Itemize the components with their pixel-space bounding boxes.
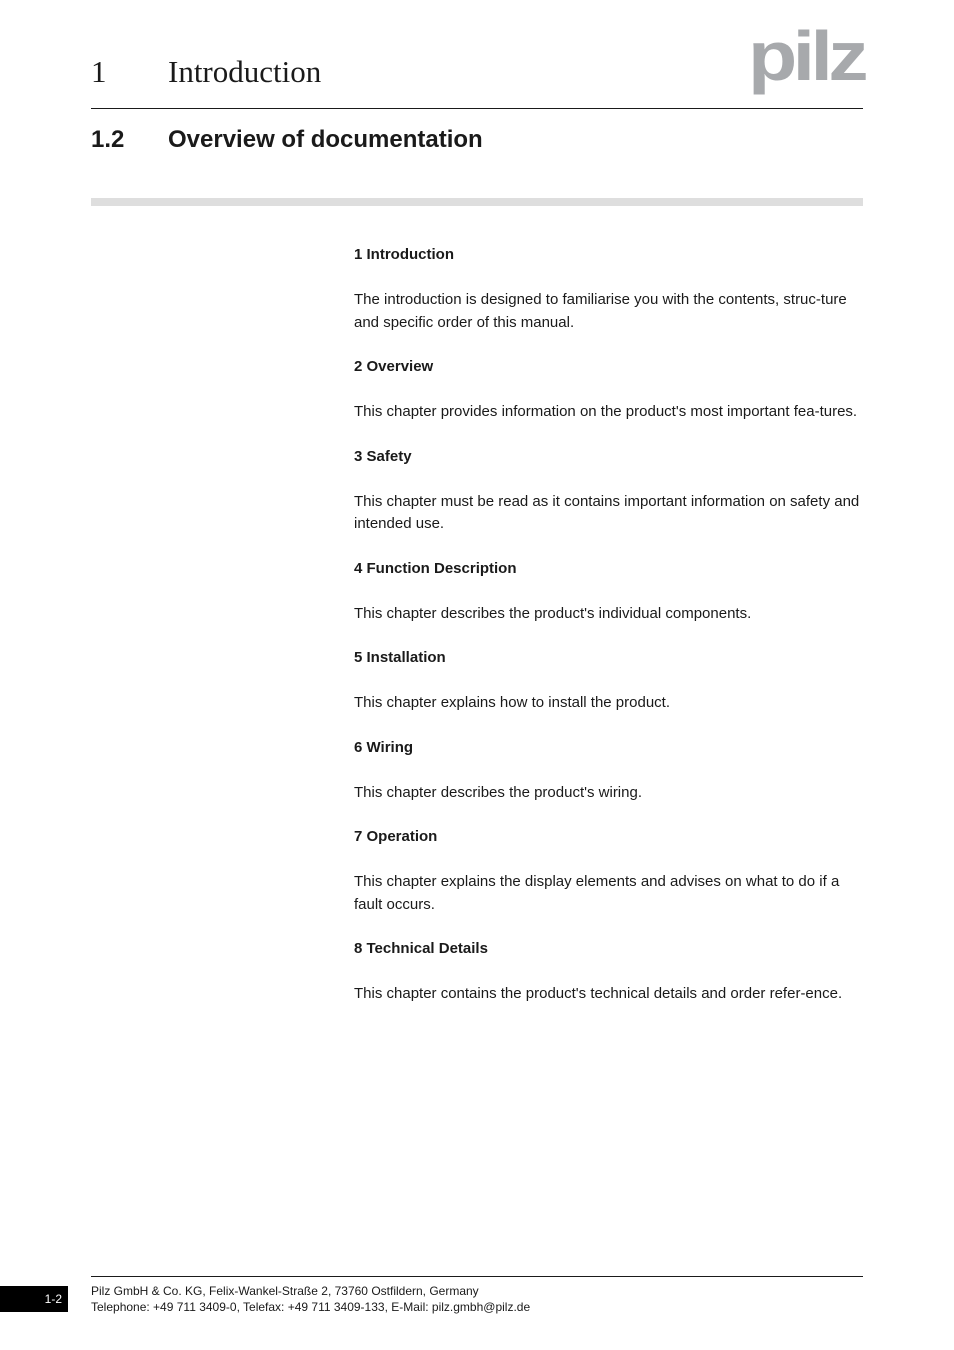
footer-address: Pilz GmbH & Co. KG, Felix-Wankel-Straße 2, 73760 Ostfildern, Germany [91,1284,479,1298]
section-title: Overview of documentation [168,126,483,153]
section-number: 1.2 [91,126,125,153]
chapter-description: This chapter explains the display elements and advises on what to do if a fault occurs. [354,873,840,913]
chapter-entry [354,737,866,805]
chapter-heading: 3 Safety [354,447,412,465]
chapter-heading: 1 Introduction [354,246,454,263]
header-rule [91,108,863,109]
footer-contact: Telephone: +49 711 3409-0, Telefax: +49 711 3409-133, E-Mail: pilz.gmbh@pilz.de [91,1300,531,1314]
page-number-badge: 1-2 [0,1286,68,1312]
chapter-heading: 4 Function Description [354,559,517,577]
chapter-entry [354,938,866,1006]
chapter-description: The introduction is designed to familiarise you with the contents, struc-ture and specific order of this manual. [354,291,847,331]
chapter-entry [354,446,866,536]
footer-contact-block [91,1283,530,1315]
chapter-heading: 8 Technical Details [354,940,488,957]
chapter-heading: 2 Overview [354,358,434,375]
pilz-logo [748,26,866,96]
chapter-description: This chapter describes the product's wiring. [354,783,642,801]
chapter-entry [354,244,866,334]
chapter-entry [354,356,866,424]
chapter-entry [354,826,866,916]
chapter-description: This chapter provides information on the product's most important fea-tures. [354,403,858,420]
chapter-heading: 7 Operation [354,828,438,845]
chapter-heading: 5 Installation [354,649,446,666]
chapter-number: 1 [91,54,107,89]
section-divider-band [91,198,863,206]
chapter-entry [354,558,866,626]
chapter-description: This chapter contains the product's technical details and order refer-ence. [354,985,843,1002]
chapter-title: Introduction [168,54,322,89]
footer-rule [91,1276,863,1277]
chapter-description: This chapter must be read as it contains important information on safety and intended use. [354,492,860,532]
chapter-description: This chapter explains how to install the product. [354,694,671,711]
chapter-description: This chapter describes the product's individual components. [354,604,752,622]
chapter-entry [354,647,866,715]
chapter-overview-list [354,244,866,1028]
pilz-logo-text: pilz [748,26,866,95]
chapter-heading: 6 Wiring [354,738,414,756]
